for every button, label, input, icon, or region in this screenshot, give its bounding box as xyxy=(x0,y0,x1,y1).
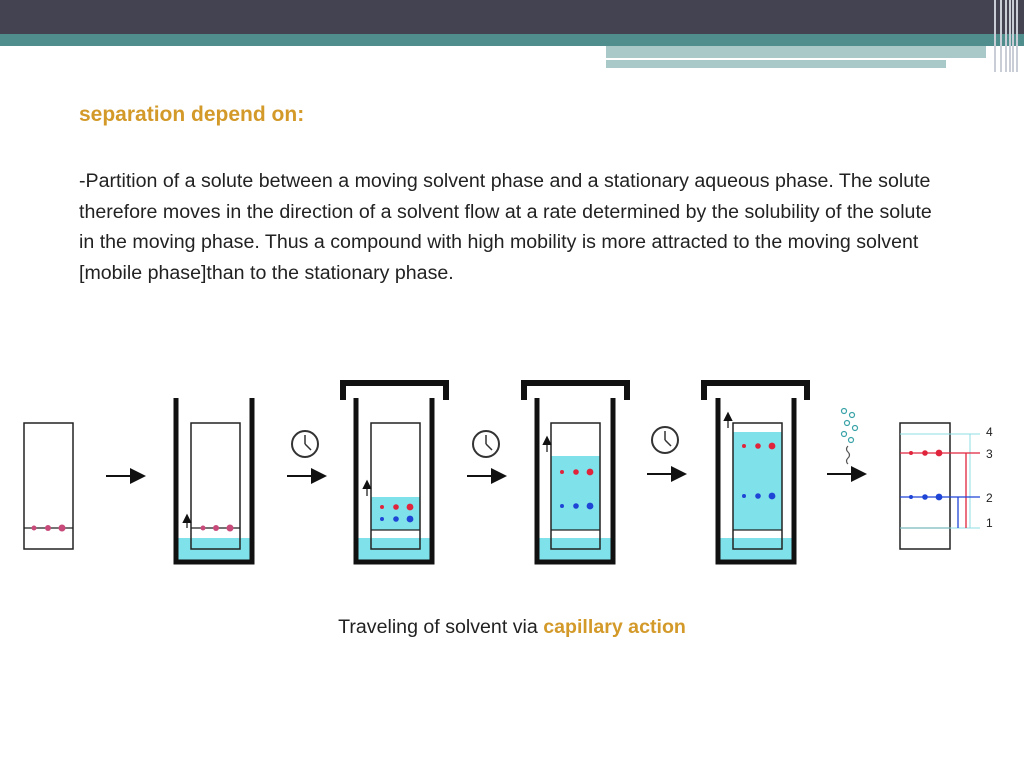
sample-spot xyxy=(213,525,219,531)
red-spot xyxy=(742,444,746,448)
blue-spot xyxy=(936,494,943,501)
clock-icon xyxy=(652,427,678,453)
band-label-3: 3 xyxy=(986,447,993,461)
light-band-thin xyxy=(606,60,946,68)
blue-spot xyxy=(573,503,579,509)
red-spot xyxy=(769,443,776,450)
red-spot xyxy=(560,470,564,474)
red-spot xyxy=(573,469,579,475)
sample-spot xyxy=(227,525,234,532)
reagent-spray-icon xyxy=(842,409,858,465)
body-paragraph: -Partition of a solute between a moving solvent phase and a stationary aqueous phase. The solute therefore moves in the direction of a solvent flow at a rate determined by the solubility of the solute in the moving phase. Thus a compound with high mobility is more attracted to the moving solvent [mobile phase]than to the stationary phase. xyxy=(79,170,932,284)
corner-stripes xyxy=(992,0,1024,72)
red-spot xyxy=(909,451,913,455)
stage-4-tank xyxy=(524,383,627,562)
band-label-1: 1 xyxy=(986,516,993,530)
band-label-2: 2 xyxy=(986,491,993,505)
clock-icon xyxy=(292,431,318,457)
teal-band xyxy=(0,34,1024,46)
clock-icon xyxy=(473,431,499,457)
header-bar xyxy=(0,0,1024,34)
blue-spot xyxy=(909,495,913,499)
blue-spot xyxy=(769,493,776,500)
red-spot xyxy=(922,450,928,456)
caption-text: Traveling of solvent via xyxy=(338,616,544,638)
slide-heading: separation depend on: xyxy=(79,103,305,126)
stage-1-strip xyxy=(24,423,73,549)
band-label-4: 4 xyxy=(986,425,993,439)
sample-spot xyxy=(45,525,51,531)
red-spot xyxy=(587,469,594,476)
red-spot xyxy=(755,443,761,449)
stage-3-tank xyxy=(343,383,446,562)
blue-spot xyxy=(755,493,761,499)
light-band xyxy=(606,46,986,58)
chromatography-diagram xyxy=(0,370,1024,570)
stage-5-tank xyxy=(704,383,807,562)
stage-6-developed-strip xyxy=(900,423,993,549)
caption-highlight: capillary action xyxy=(543,616,686,638)
red-spot xyxy=(407,504,414,511)
sample-spot xyxy=(201,526,206,531)
blue-spot xyxy=(587,503,594,510)
red-spot xyxy=(393,504,399,510)
blue-spot xyxy=(393,516,399,522)
stage-2-tank xyxy=(176,398,252,562)
diagram-caption xyxy=(0,616,1024,639)
blue-spot xyxy=(742,494,746,498)
red-spot xyxy=(936,450,943,457)
sample-spot xyxy=(32,526,37,531)
sample-spot xyxy=(59,525,66,532)
blue-spot xyxy=(407,516,414,523)
blue-spot xyxy=(380,517,384,521)
blue-spot xyxy=(560,504,564,508)
red-spot xyxy=(380,505,384,509)
blue-spot xyxy=(922,494,928,500)
